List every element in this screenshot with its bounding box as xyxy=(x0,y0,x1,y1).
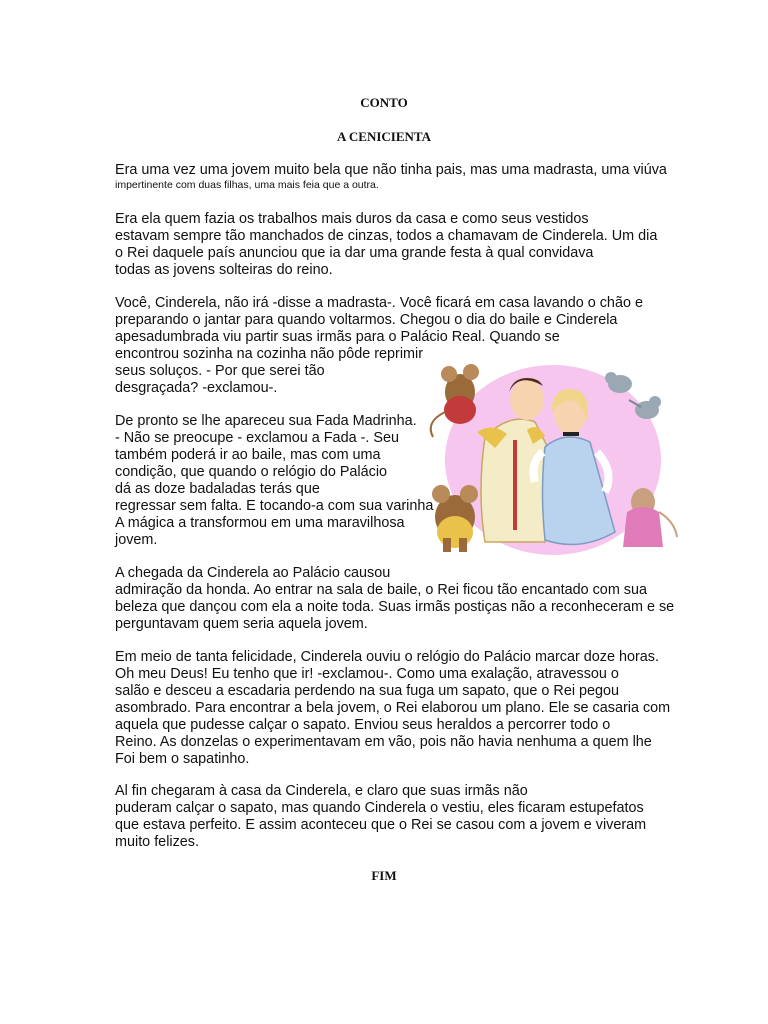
paragraph-line: condição, que quando o relógio do Palácio xyxy=(115,464,388,480)
paragraph-line: Reino. As donzelas o experimentavam em vão, pois não havia nenhuma a quem lhe xyxy=(115,734,652,750)
paragraph-line: perguntavam quem seria aquela jovem. xyxy=(115,616,368,632)
paragraph-line: que estava perfeito. E assim aconteceu que o Rei se casou com a jovem e viveram xyxy=(115,817,647,833)
paragraph-line: asombrado. Para encontrar a bela jovem, o Rei elaborou um plano. Ele se casaria com xyxy=(115,700,671,716)
paragraph-line: puderam calçar o sapato, mas quando Cinderela o vestiu, eles ficaram estupefatos xyxy=(115,800,644,816)
paragraph-line: beleza que dançou com ela a noite toda. Suas irmãs postiças não a reconheceram e se xyxy=(115,599,675,615)
paragraph-line: De pronto se lhe apareceu sua Fada Madrinha. xyxy=(115,413,417,429)
paragraph-line: encontrou sozinha na cozinha não pôde reprimir xyxy=(115,346,423,362)
paragraph-line: aquela que pudesse calçar o sapato. Enviou seus heraldos a percorrer todo o xyxy=(115,717,611,733)
paragraph-line: - Não se preocupe - exclamou a Fada -. Seu xyxy=(115,430,399,446)
paragraph-line: admiração da honda. Ao entrar na sala de baile, o Rei ficou tão encantado com sua xyxy=(115,582,648,598)
paragraph-line: Era ela quem fazia os trabalhos mais duros da casa e como seus vestidos xyxy=(115,211,589,227)
heading-story-title: A CENICIENTA xyxy=(336,129,432,144)
paragraph-line: salão e desceu a escadaria perdendo na sua fuga um sapato, que o Rei pegou xyxy=(115,683,620,699)
paragraph-line: estavam sempre tão manchados de cinzas, todos a chamavam de Cinderela. Um dia xyxy=(115,228,658,244)
cinderella-prince-mice-illustration-icon xyxy=(415,352,690,577)
paragraph-line: Você, Cinderela, não irá -disse a madrasta-. Você ficará em casa lavando o chão e xyxy=(115,295,643,311)
heading-conto: CONTO xyxy=(360,95,408,110)
paragraph-line: também poderá ir ao baile, mas com uma xyxy=(115,447,381,463)
paragraph-line: Oh meu Deus! Eu tenho que ir! -exclamou-. Como uma exalação, atravessou o xyxy=(115,666,619,682)
paragraph-line: Foi bem o sapatinho. xyxy=(115,751,250,767)
paragraph-line: A mágica a transformou em uma maravilhosa xyxy=(115,515,405,531)
paragraph-line: apesadumbrada viu partir suas irmãs para o Palácio Real. Quando se xyxy=(115,329,560,345)
paragraph-line: Era uma vez uma jovem muito bela que não tinha pais, mas uma madrasta, uma viúva xyxy=(115,162,667,178)
paragraph-line: preparando o jantar para quando voltarmos. Chegou o dia do baile e Cinderela xyxy=(115,312,618,328)
paragraph-line: todas as jovens solteiras do reino. xyxy=(115,262,333,278)
paragraph-line: seus soluços. - Por que serei tão xyxy=(115,363,325,379)
paragraph-line: Em meio de tanta felicidade, Cinderela ouviu o relógio do Palácio marcar doze horas. xyxy=(115,649,659,665)
paragraph-line: regressar sem falta. E tocando-a com sua varinha xyxy=(115,498,434,514)
paragraph-line: desgraçada? -exclamou-. xyxy=(115,380,278,396)
paragraph-line: Al fin chegaram à casa da Cinderela, e claro que suas irmãs não xyxy=(115,783,528,799)
paragraph-line: dá as doze badaladas terás que xyxy=(115,481,320,497)
paragraph-line: jovem. xyxy=(115,532,158,548)
paragraph-line: o Rei daquele país anunciou que ia dar uma grande festa à qual convidava xyxy=(115,245,594,261)
paragraph-small-line: impertinente com duas filhas, uma mais feia que a outra. xyxy=(115,179,379,191)
paragraph-line: A chegada da Cinderela ao Palácio causou xyxy=(115,565,391,581)
ending-fim: FIM xyxy=(371,868,397,883)
paragraph-line: muito felizes. xyxy=(115,834,199,850)
